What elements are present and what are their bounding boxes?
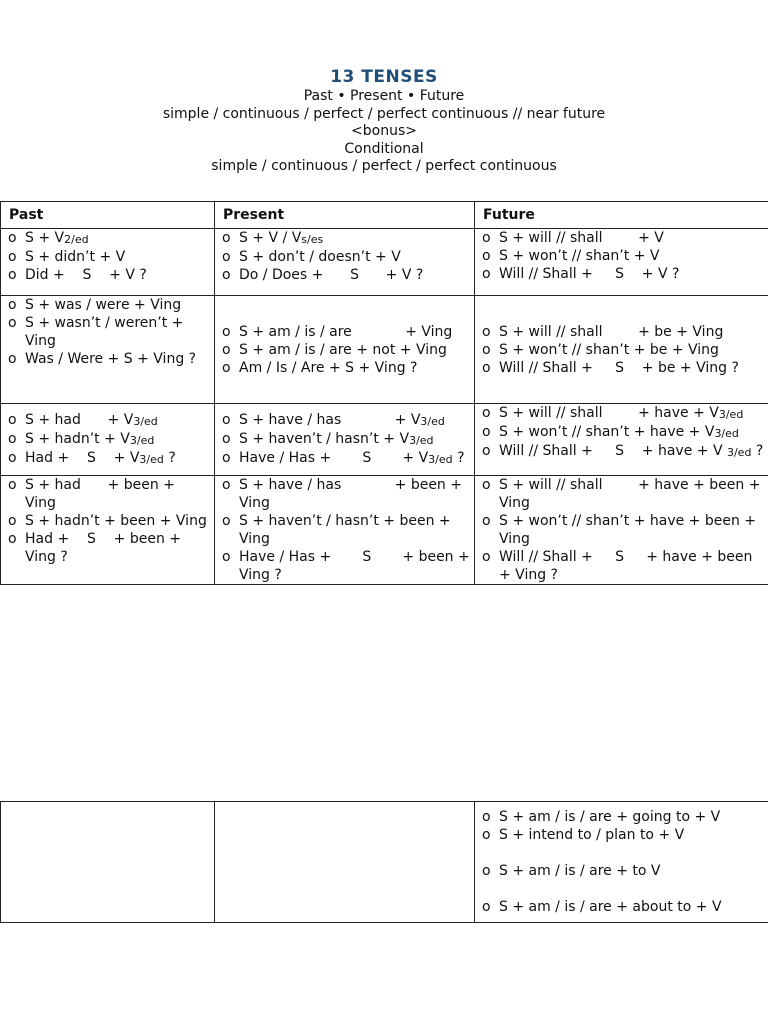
list-item: o Was / Were + S + Ving ? [8,350,210,368]
cell-past-continuous [1,296,215,404]
list-item: o Had + S + $V_{3/ed}$ ? [8,449,210,468]
cell-present-perfect-continuous [215,476,475,585]
list-item: o S + am / is / are + to V [482,862,765,880]
list-item: o S + had + $V_{3/ed}$ [8,411,210,430]
subtitle-conditional-aspects: simple / continuous / perfect / perfect continuous [211,158,557,175]
list-item: o S + won’t // shan’t + V [482,247,765,265]
list-item: o S + will // shall + have + $V_{3/ed}$ [482,404,765,423]
list-item: o S + wasn’t / weren’t + Ving [8,314,210,350]
list-item: o Have / Has + S + $V_{3/ed}$ ? [222,449,470,468]
list-item: o S + will // shall + V [482,229,765,247]
list-item: o S + am / is / are + Ving [222,323,470,341]
list-item: o S + hadn’t + been + Ving [8,512,210,530]
cell-present-near-future [215,802,475,923]
list-item: o S + have / has + been + Ving [222,476,470,512]
cell-future-perfect [475,404,768,476]
list-item: o S + have / has + $V_{3/ed}$ [222,411,470,430]
column-header-past: Past [1,202,215,229]
subtitle-conditional: Conditional [344,140,424,157]
table-header-row [1,202,768,229]
list-item: o S + intend to / plan to + V [482,826,765,844]
list-item: o Will // Shall + S + V ? [482,265,765,283]
column-header-present: Present [215,202,475,229]
list-item: o Will // Shall + S + have + been + Ving ? [482,548,765,584]
list-item: o S + will // shall + have + been + Ving [482,476,765,512]
list-item: o S + was / were + Ving [8,296,210,314]
list-item: o S + didn’t + V [8,248,210,266]
cell-future-continuous [475,296,768,404]
list-item: o S + had + been + Ving [8,476,210,512]
subtitle-aspects: simple / continuous / perfect / perfect continuous // near future [162,105,606,122]
table-row-continuous [1,296,768,404]
list-item: o S + am / is / are + not + Ving [222,341,470,359]
near-future-table [0,801,768,923]
list-item: o S + am / is / are + going to + V [482,808,765,826]
document-title: 13 TENSES [330,67,438,87]
list-item: o S + don’t / doesn’t + V [222,248,470,266]
table-row-perfect-continuous [1,476,768,585]
list-item: o Do / Does + S + V ? [222,266,470,284]
cell-future-near-future [475,802,768,923]
list-item: o Had + S + been + Ving ? [8,530,210,566]
table-row-simple [1,229,768,296]
list-item: o $S + V_{2/ed}$ [8,229,210,248]
list-item: o Did + S + V ? [8,266,210,284]
subtitle-tenses: Past • Present • Future [303,88,465,104]
subtitle-bonus: <bonus> [351,123,417,140]
cell-past-perfect-continuous [1,476,215,585]
list-item: o S + haven’t / hasn’t + $V_{3/ed}$ [222,430,470,449]
table-row-near-future [1,802,768,923]
list-item: o Will // Shall + S + have + V $_{3/ed}$ ? [482,442,765,461]
list-item: o S + haven’t / hasn’t + been + Ving [222,512,470,548]
list-item: o S + won’t // shan’t + be + Ving [482,341,765,359]
list-item: o Am / Is / Are + S + Ving ? [222,359,470,377]
table-row-perfect [1,404,768,476]
list-item: o $S + V / V_{s/es}$ [222,229,470,248]
list-item: o S + won’t // shan’t + have + been + Ving [482,512,765,548]
list-item: o S + hadn’t + $V_{3/ed}$ [8,430,210,449]
cell-past-simple [1,229,215,296]
list-item: o S + will // shall + be + Ving [482,323,765,341]
cell-present-simple [215,229,475,296]
cell-past-near-future [1,802,215,923]
cell-present-continuous [215,296,475,404]
cell-future-perfect-continuous [475,476,768,585]
list-item: o Have / Has + S + been + Ving ? [222,548,470,584]
cell-past-perfect [1,404,215,476]
list-item: o S + won’t // shan’t + have + $V_{3/ed}$ [482,423,765,442]
cell-present-perfect [215,404,475,476]
tenses-table [0,201,768,585]
document-header [0,66,768,176]
list-item: o S + am / is / are + about to + V [482,898,765,916]
cell-future-simple [475,229,768,296]
list-item: o Will // Shall + S + be + Ving ? [482,359,765,377]
column-header-future: Future [475,202,768,229]
